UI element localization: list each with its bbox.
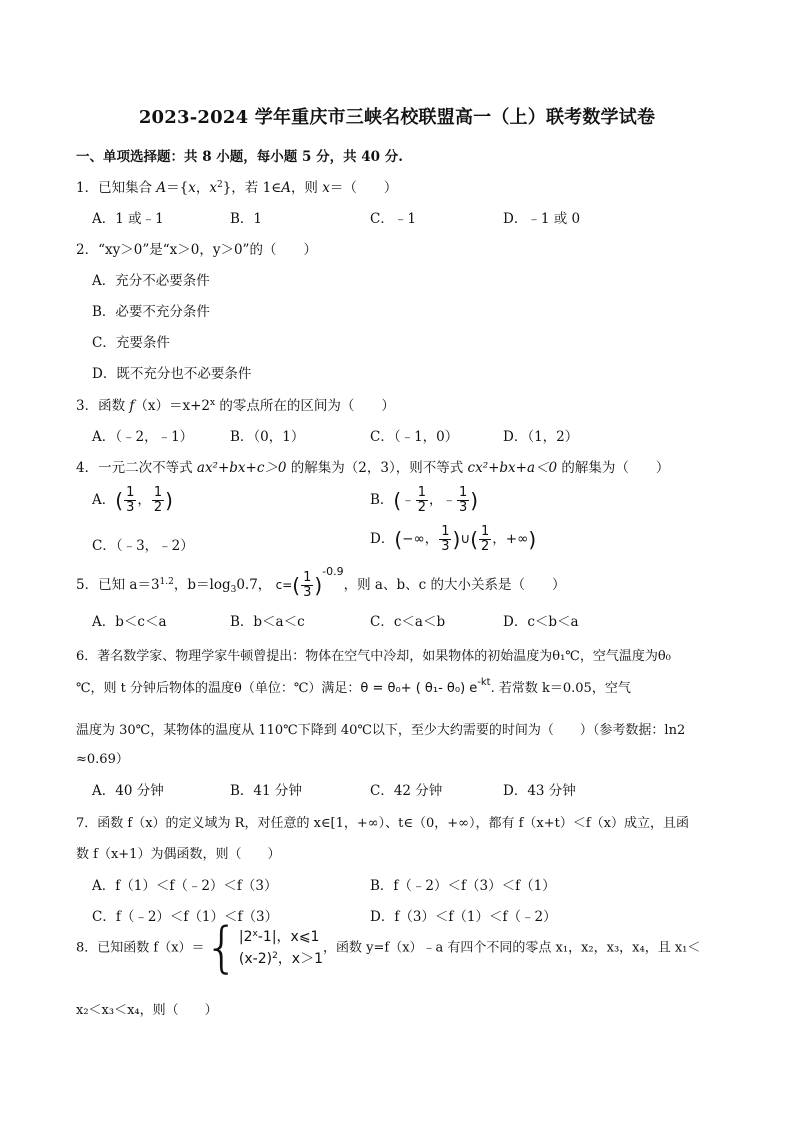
q3-option-b: B．（0，1） bbox=[230, 429, 305, 445]
question-1-stem: 1．已知集合 A＝{x，$x^2$}，若 1∈A，则 x＝（ ） bbox=[76, 180, 398, 196]
q6-option-b: B．41 分钟 bbox=[230, 783, 302, 799]
section-heading: 一、单项选择题：共 8 小题，每小题 5 分，共 40 分. bbox=[76, 149, 403, 165]
question-6-line-1: 6．著名数学家、物理学家牛顿曾提出：物体在空气中冷却，如果物体的初始温度为θ₁℃，空气温度为θ₀ bbox=[76, 649, 671, 664]
q6-option-a: A．40 分钟 bbox=[92, 783, 164, 799]
q5-option-b: B．b＜a＜c bbox=[230, 614, 305, 630]
q1-option-d: D．﹣1 或 0 bbox=[503, 211, 581, 227]
q5-option-a: A．b＜c＜a bbox=[92, 614, 167, 630]
q4-option-b: B．(﹣ $\frac{1}{2}$ ，﹣ $\frac{1}{3}$ ) bbox=[370, 485, 479, 515]
q3-option-c: C．（﹣1，0） bbox=[370, 429, 459, 445]
question-6-line-4: ≈0.69） bbox=[76, 752, 129, 767]
q2-option-b: B．必要不充分条件 bbox=[92, 304, 210, 320]
fraction: $\frac{1}{3}$ bbox=[459, 485, 468, 515]
q7-option-c: C．f（﹣2）＜f（1）＜f（3） bbox=[92, 909, 279, 925]
fraction: $\frac{1}{3}$ bbox=[303, 570, 312, 600]
q2-option-d: D．既不充分也不必要条件 bbox=[92, 366, 252, 382]
question-5-stem: 5．已知 $a=3^{1.2}$，$b=\log_30.7$， c=( $\frac{1}{3}$ )$^{-0.9}$，则 a、b、c 的大小关系是（ ） bbox=[76, 565, 566, 600]
q4-option-a: A．( $\frac{1}{3}$ ， $\frac{1}{2}$ ) bbox=[92, 485, 173, 515]
q7-option-b: B．f（﹣2）＜f（3）＜f（1） bbox=[370, 878, 556, 894]
q1-option-c: C．﹣1 bbox=[370, 211, 416, 227]
cooling-formula: θ = θ₀+ ( θ₁- θ₀) e bbox=[360, 681, 478, 696]
q2-option-c: C．充要条件 bbox=[92, 335, 170, 351]
exam-title: 2023-2024 学年重庆市三峡名校联盟高一（上）联考数学试卷 bbox=[138, 107, 656, 128]
question-6-line-3: 温度为 30℃，某物体的温度从 110℃下降到 40℃以下，至少大约需要的时间为（ ）（参考数据：ln2 bbox=[76, 723, 686, 738]
q7-option-d: D．f（3）＜f（1）＜f（﹣2） bbox=[370, 909, 557, 925]
fraction: $\frac{1}{3}$ bbox=[441, 524, 450, 554]
fraction: $\frac{1}{3}$ bbox=[126, 485, 135, 515]
question-6-line-2: ℃，则 t 分钟后物体的温度θ（单位：℃）满足：θ = θ₀+ ( θ₁- θ₀) $e^{-kt}$. 若常数 k＝0.05，空气 bbox=[76, 677, 631, 696]
fraction: $\frac{1}{2}$ bbox=[481, 524, 490, 554]
question-2-stem: 2．“xy＞0”是“x＞0，y＞0”的（ ） bbox=[76, 242, 317, 258]
fraction: $\frac{1}{2}$ bbox=[153, 485, 163, 515]
question-8-line-2: x₂＜x₃＜x₄，则（ ） bbox=[76, 1003, 218, 1018]
q7-option-a: A．f（1）＜f（﹣2）＜f（3） bbox=[92, 878, 278, 894]
q5-option-c: C．c＜a＜b bbox=[370, 614, 446, 630]
question-8-line-1: 8．已知函数 $f(x)=\{|2^x-1|$，x⩽1 $(x-2)^2$，x＞1，函数 y=f（x）﹣a 有四个不同的零点 x₁，x₂，x₃，x₄，且 x₁＜ bbox=[76, 916, 701, 979]
q1-option-b: B．1 bbox=[230, 211, 263, 227]
question-3-stem: 3．函数 $f(x)=x+2^x$ 的零点所在的区间为（ ） bbox=[76, 398, 395, 414]
question-7-line-1: 7．函数 f（x）的定义域为 R，对任意的 x∈[1，+∞）、t∈（0，+∞），都有 f（x+t）＜f（x）成立，且函 bbox=[76, 816, 689, 831]
q4-option-c: C．（﹣3，﹣2） bbox=[92, 538, 194, 554]
piecewise-definition: |2$^x$-1|，x⩽1 $(x-2)^2$，x＞1 bbox=[238, 929, 324, 967]
q6-option-c: C．42 分钟 bbox=[370, 783, 443, 799]
q3-option-a: A．（﹣2，﹣1） bbox=[92, 429, 194, 445]
q5-option-d: D．c＜b＜a bbox=[503, 614, 579, 630]
q2-option-a: A．充分不必要条件 bbox=[92, 273, 210, 289]
question-7-line-2: 数 f（x+1）为偶函数，则（ ） bbox=[76, 847, 281, 862]
fraction: $\frac{1}{2}$ bbox=[417, 485, 427, 515]
q4-option-d: D．(−∞， $\frac{1}{3}$ )∪( $\frac{1}{2}$ ，+∞) bbox=[370, 524, 537, 554]
question-4-stem: 4．一元二次不等式 ax²+bx+c＞0 的解集为（2，3），则不等式 cx²+bx+a＜0 的解集为（ ） bbox=[76, 460, 670, 476]
q1-option-a: A．1 或﹣1 bbox=[92, 211, 164, 227]
q3-option-d: D．（1，2） bbox=[503, 429, 579, 445]
q6-option-d: D．43 分钟 bbox=[503, 783, 576, 799]
